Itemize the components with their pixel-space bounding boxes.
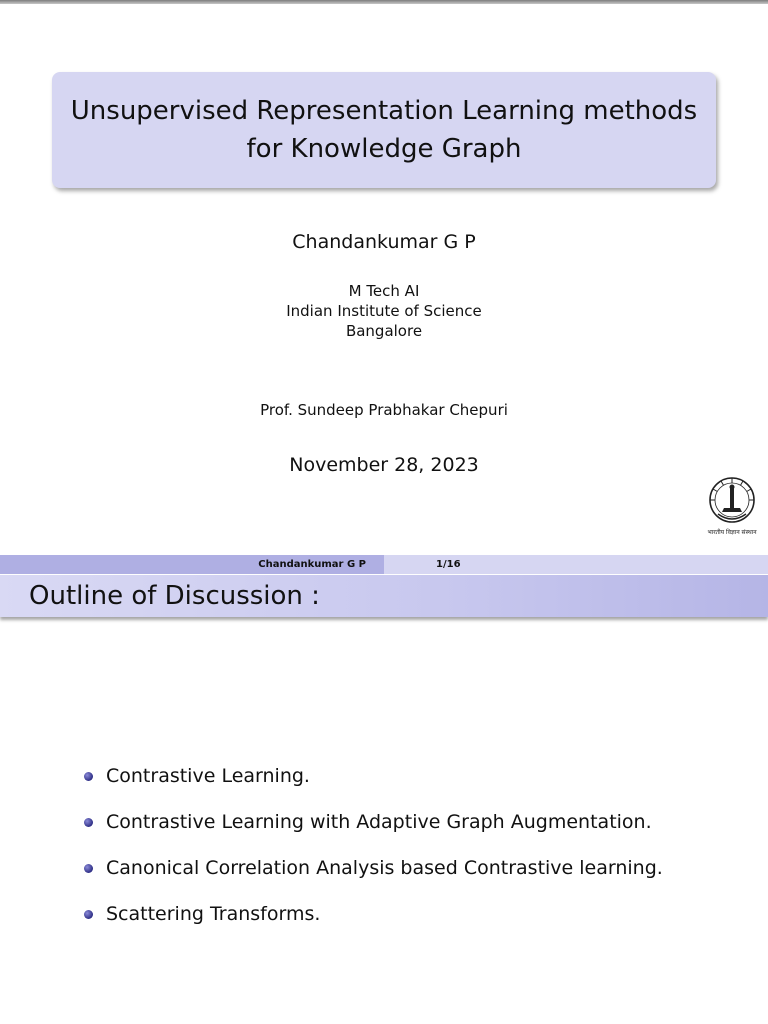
presentation-date: November 28, 2023 — [289, 454, 479, 476]
logo-text: भारतीय विज्ञान संस्थान — [707, 529, 757, 536]
list-item-text: Canonical Correlation Analysis based Contrastive learning. — [106, 857, 663, 879]
bullet-icon — [84, 772, 93, 781]
outline-list — [84, 753, 663, 937]
institute-line-1: M Tech AI — [348, 282, 420, 300]
advisor-name: Prof. Sundeep Prabhakar Chepuri — [260, 401, 508, 419]
slide-footer — [0, 555, 768, 574]
frame-title: Outline of Discussion : — [29, 581, 320, 611]
list-item — [84, 845, 663, 891]
author-name: Chandankumar G P — [292, 231, 476, 253]
institute-line-2: Indian Institute of Science — [286, 302, 482, 320]
title-line-2: for Knowledge Graph — [246, 134, 522, 164]
top-rule — [0, 0, 768, 4]
footer-page-number: 1/16 — [384, 555, 768, 574]
institute-line-3: Bangalore — [345, 322, 423, 340]
bullet-icon — [84, 818, 93, 827]
bullet-icon — [84, 910, 93, 919]
list-item — [84, 753, 663, 799]
title-block — [52, 72, 716, 188]
list-item — [84, 799, 663, 845]
bullet-icon — [84, 864, 93, 873]
list-item-text: Contrastive Learning. — [106, 765, 310, 787]
footer-author: Chandankumar G P — [0, 555, 384, 574]
iisc-logo-icon — [700, 474, 764, 538]
list-item-text: Scattering Transforms. — [106, 903, 321, 925]
title-line-1: Unsupervised Representation Learning methods — [70, 96, 698, 126]
list-item-text: Contrastive Learning with Adaptive Graph Augmentation. — [106, 811, 652, 833]
list-item — [84, 891, 663, 937]
frame-title-bar — [0, 575, 768, 617]
